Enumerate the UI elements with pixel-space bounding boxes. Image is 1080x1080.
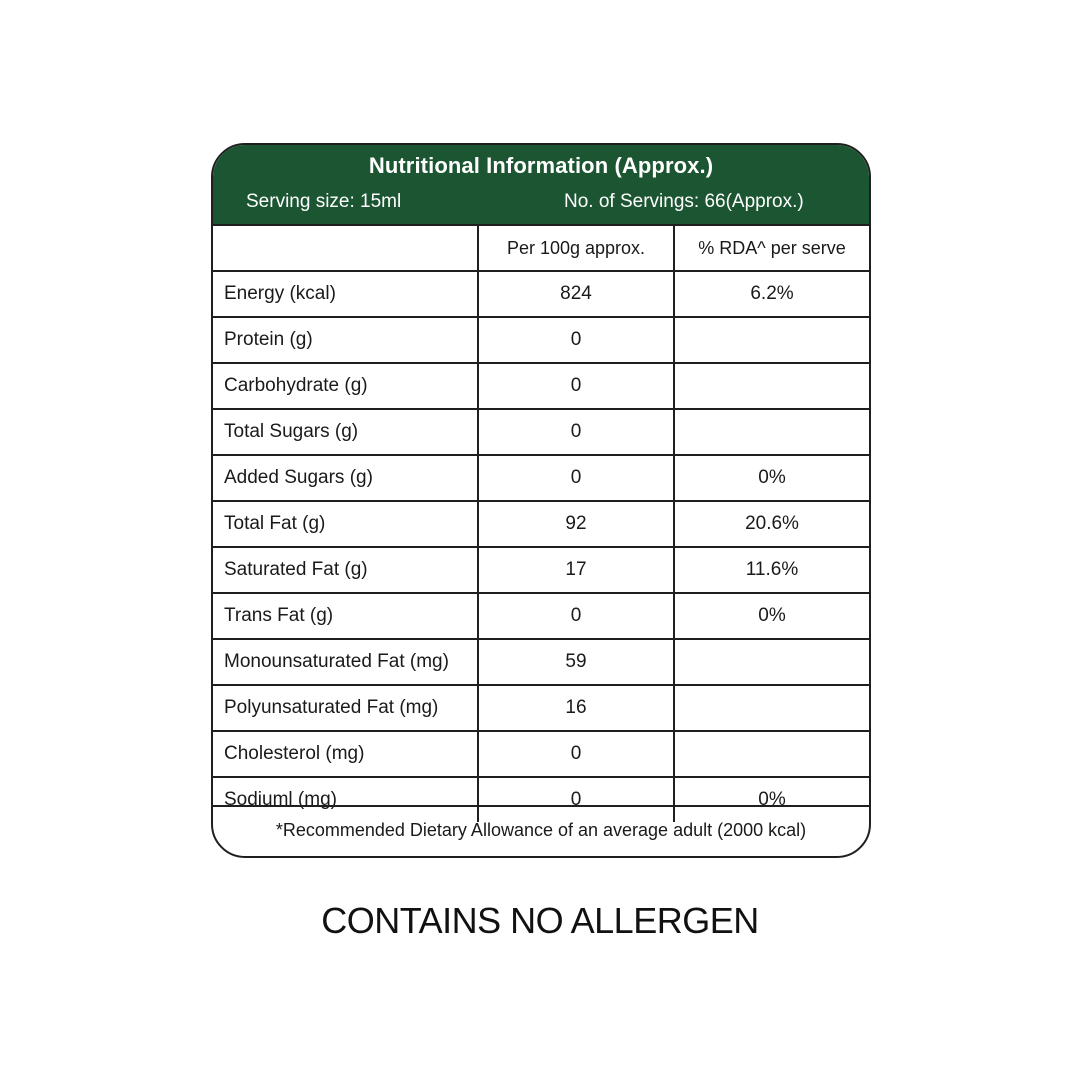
rda-value: [674, 409, 869, 455]
per100g-value: 92: [478, 501, 674, 547]
nutrient-name: Cholesterol (mg): [213, 731, 478, 777]
nutrient-name: Protein (g): [213, 317, 478, 363]
per100g-value: 0: [478, 317, 674, 363]
column-header-rda: % RDA^ per serve: [674, 225, 869, 271]
rda-value: 6.2%: [674, 271, 869, 317]
table-row: [213, 731, 869, 777]
nutrition-table: [213, 224, 869, 822]
per100g-value: 0: [478, 593, 674, 639]
table-header-row: [213, 225, 869, 271]
table-row: [213, 501, 869, 547]
nutrient-name: Energy (kcal): [213, 271, 478, 317]
rda-value: 20.6%: [674, 501, 869, 547]
rda-value: [674, 639, 869, 685]
per100g-value: 0: [478, 409, 674, 455]
table-row: [213, 317, 869, 363]
nutrient-name: Added Sugars (g): [213, 455, 478, 501]
per100g-value: 0: [478, 363, 674, 409]
per100g-value: 0: [478, 731, 674, 777]
per100g-value: 59: [478, 639, 674, 685]
table-row: [213, 639, 869, 685]
table-row: [213, 593, 869, 639]
rda-value: 0%: [674, 593, 869, 639]
nutrient-name: Saturated Fat (g): [213, 547, 478, 593]
table-row: [213, 455, 869, 501]
nutrition-title: Nutritional Information (Approx.): [368, 153, 714, 178]
table-row: [213, 685, 869, 731]
nutrient-name: Trans Fat (g): [213, 593, 478, 639]
allergen-notice: CONTAINS NO ALLERGEN: [321, 900, 759, 941]
rda-value: 0%: [674, 455, 869, 501]
nutrition-panel: [211, 143, 871, 858]
nutrient-name: Polyunsaturated Fat (mg): [213, 685, 478, 731]
per100g-value: 17: [478, 547, 674, 593]
nutrient-name: Total Fat (g): [213, 501, 478, 547]
per100g-value: 16: [478, 685, 674, 731]
per100g-value: 824: [478, 271, 674, 317]
nutrient-name: Monounsaturated Fat (mg): [213, 639, 478, 685]
column-header-nutrient: [213, 225, 478, 271]
rda-value: [674, 685, 869, 731]
rda-value: 11.6%: [674, 547, 869, 593]
table-row: [213, 547, 869, 593]
nutrient-name: Total Sugars (g): [213, 409, 478, 455]
serving-size: Serving size: 15ml: [246, 191, 402, 212]
table-row: [213, 363, 869, 409]
rda-footnote: *Recommended Dietary Allowance of an average adult (2000 kcal): [213, 805, 869, 856]
per100g-value: 0: [478, 777, 674, 822]
rda-value: [674, 317, 869, 363]
rda-value: [674, 363, 869, 409]
per100g-value: 0: [478, 455, 674, 501]
nutrient-name: Carbohydrate (g): [213, 363, 478, 409]
servings-count: No. of Servings: 66(Approx.): [564, 191, 804, 212]
table-row: [213, 271, 869, 317]
nutrition-header: [213, 145, 869, 224]
rda-value: [674, 731, 869, 777]
nutrient-name: Sodiuml (mg): [213, 777, 478, 822]
rda-value: 0%: [674, 777, 869, 822]
table-row: [213, 409, 869, 455]
column-header-per100g: Per 100g approx.: [478, 225, 674, 271]
